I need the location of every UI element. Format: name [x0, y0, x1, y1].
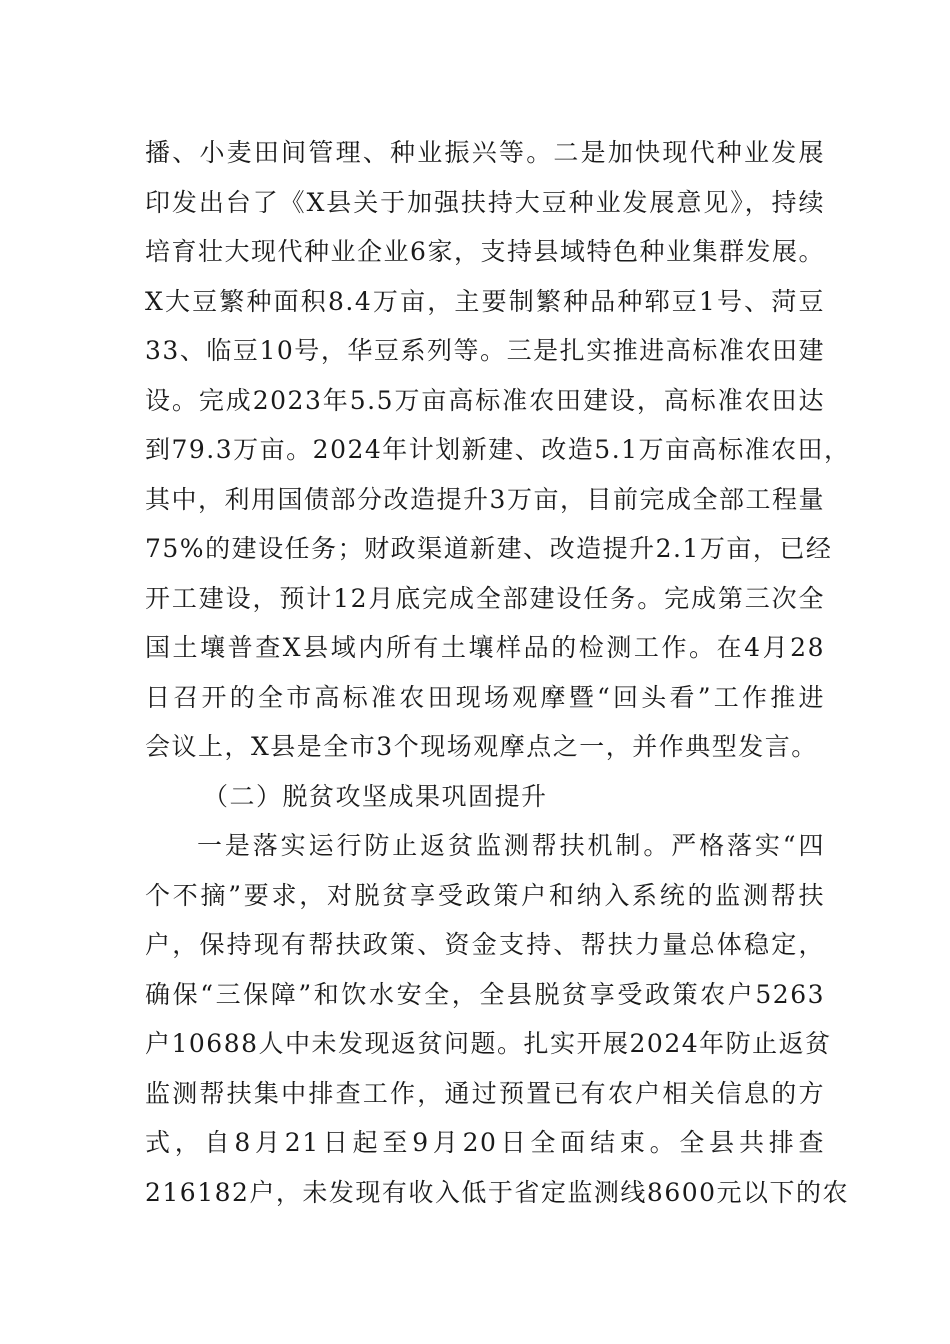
- text-line: 设。完成2023年5.5万亩高标准农田建设，高标准农田达: [145, 385, 825, 415]
- text-line: 印发出台了《X县关于加强扶持大豆种业发展意见》，持续: [145, 187, 825, 217]
- text-line: 个不摘”要求，对脱贫享受政策户和纳入系统的监测帮扶: [145, 880, 825, 910]
- text-line: 到79.3万亩。2024年计划新建、改造5.1万亩高标准农田，: [145, 435, 851, 464]
- text-line: 确保“三保障”和饮水安全，全县脱贫享受政策农户5263: [145, 979, 825, 1009]
- text-line: 播、小麦田间管理、种业振兴等。二是加快现代种业发展: [145, 138, 825, 167]
- text-line: 33、临豆10号，华豆系列等。三是扎实推进高标准农田建: [145, 336, 825, 365]
- text-line: 户，保持现有帮扶政策、资金支持、帮扶力量总体稳定，: [145, 930, 825, 959]
- text-line: 国土壤普查X县域内所有土壤样品的检测工作。在4月28: [145, 633, 825, 662]
- section-heading: （二）脱贫攻坚成果巩固提升: [203, 781, 548, 811]
- text-line: 会议上，X县是全市3个现场观摩点之一，并作典型发言。: [145, 732, 818, 761]
- text-line: 户10688人中未发现返贫问题。扎实开展2024年防止返贫: [145, 1029, 832, 1058]
- text-line: 75%的建设任务；财政渠道新建、改造提升2.1万亩，已经: [145, 534, 833, 563]
- paragraph-first-line: 一是落实运行防止返贫监测帮扶机制。严格落实“四: [197, 831, 825, 860]
- text-line: 开工建设，预计12月底完成全部建设任务。完成第三次全: [145, 583, 825, 613]
- text-line: 监测帮扶集中排查工作，通过预置已有农户相关信息的方: [145, 1078, 825, 1108]
- text-line: X大豆繁种面积8.4万亩，主要制繁种品种郓豆1号、菏豆: [145, 286, 825, 316]
- text-line: 培育壮大现代种业企业6家，支持县域特色种业集群发展。: [145, 237, 825, 266]
- text-line: 日召开的全市高标准农田现场观摩暨“回头看”工作推进: [145, 682, 825, 712]
- text-line: 其中，利用国债部分改造提升3万亩，目前完成全部工程量: [145, 484, 825, 514]
- text-line: 式，自8月21日起至9月20日全面结束。全县共排查: [145, 1128, 825, 1157]
- text-line: 216182户，未发现有收入低于省定监测线8600元以下的农: [145, 1177, 850, 1207]
